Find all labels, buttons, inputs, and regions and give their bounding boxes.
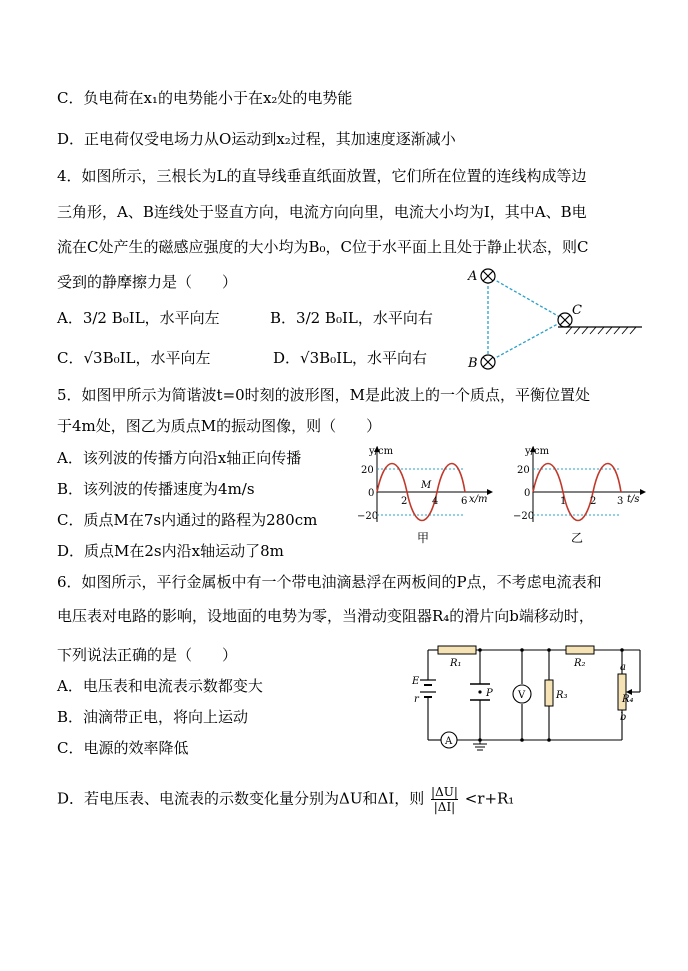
q6-option-d-suffix: <r+R₁ — [464, 789, 515, 808]
vibration-graph-yi — [505, 444, 655, 546]
svg-text:3: 3 — [617, 496, 624, 507]
svg-text:E: E — [412, 676, 420, 687]
q4-stem-line2: 三角形，A、B连线处于竖直方向，电流方向向里，电流大小均为I，其中A、B电 — [57, 203, 587, 221]
svg-text:−20: −20 — [357, 511, 379, 522]
svg-text:R₁: R₁ — [450, 658, 462, 669]
q5-stem-line1: 5．如图甲所示为简谐波t=0时刻的波形图，M是此波上的一个质点，平衡位置处 — [57, 386, 591, 404]
svg-text:甲: 甲 — [417, 531, 430, 545]
q4-option-b: B．3/2 B₀IL，水平向右 — [270, 309, 433, 327]
battery-icon — [420, 680, 436, 697]
wire-b-icon — [481, 355, 495, 369]
q6-option-d — [57, 785, 514, 814]
q6-option-a: A．电压表和电流表示数都变大 — [57, 677, 263, 695]
svg-text:V: V — [518, 690, 526, 701]
svg-text:P: P — [486, 688, 493, 699]
q6-option-c: C．电源的效率降低 — [57, 739, 189, 757]
label-b: B — [468, 356, 478, 371]
q6-option-d-fraction: $\frac{|\Delta U|}{|\Delta I|}$ — [431, 785, 458, 814]
svg-text:r: r — [414, 694, 419, 705]
svg-text:M: M — [421, 480, 432, 491]
label-a: A — [468, 269, 478, 284]
q6-stem-line3: 下列说法正确的是（ ） — [57, 646, 238, 664]
q6-option-d-prefix: D．若电压表、电流表的示数变化量分别为ΔU和ΔI，则 — [57, 789, 425, 808]
wire-c-icon — [558, 313, 572, 327]
svg-text:20: 20 — [361, 465, 374, 476]
q4-option-a: A．3/2 B₀IL，水平向左 — [57, 309, 220, 327]
svg-text:y/cm: y/cm — [369, 446, 394, 457]
q6-stem-line2: 电压表对电路的影响，设地面的电势为零，当滑动变阻器R₄的滑片向b端移动时， — [57, 607, 594, 625]
q6-circuit-diagram — [408, 640, 648, 752]
svg-text:R₃: R₃ — [556, 690, 568, 701]
q3-option-d: D．正电荷仅受电场力从O运动到x₂过程，其加速度逐渐减小 — [57, 130, 456, 148]
svg-text:b: b — [620, 712, 627, 723]
wire-a-icon — [481, 269, 495, 283]
q6-stem-line1: 6．如图所示，平行金属板中有一个带电油滴悬浮在两板间的P点，不考虑电流表和 — [57, 573, 602, 591]
svg-text:y/cm: y/cm — [525, 446, 550, 457]
q4-stem-line4: 受到的静摩擦力是（ ） — [57, 273, 238, 291]
r2-resistor-icon — [566, 646, 594, 654]
svg-text:0: 0 — [524, 488, 531, 499]
svg-text:2: 2 — [401, 496, 408, 507]
svg-text:a: a — [620, 662, 626, 673]
q4-stem-line3: 流在C处产生的磁感应强度的大小均为B₀，C位于水平面上且处于静止状态，则C — [57, 238, 589, 256]
r3-resistor-icon — [545, 680, 553, 706]
svg-text:−20: −20 — [513, 511, 535, 522]
svg-text:2: 2 — [590, 496, 597, 507]
svg-text:R₂: R₂ — [574, 658, 586, 669]
svg-text:t/s: t/s — [627, 494, 640, 505]
svg-text:6: 6 — [461, 496, 468, 507]
q4-option-d: D．√3B₀IL，水平向右 — [273, 349, 428, 367]
r1-resistor-icon — [438, 646, 476, 654]
svg-text:乙: 乙 — [571, 531, 584, 545]
q5-stem-line2: 于4m处，图乙为质点M的振动图像，则（ ） — [57, 417, 382, 435]
svg-text:20: 20 — [517, 465, 530, 476]
label-c: C — [572, 303, 582, 318]
wave-graph-jia — [355, 444, 495, 546]
q4-option-c: C．√3B₀IL，水平向左 — [57, 349, 211, 367]
q3-option-c: C．负电荷在x₁的电势能小于在x₂处的电势能 — [57, 89, 353, 107]
q5-option-d: D．质点M在2s内沿x轴运动了8m — [57, 542, 284, 560]
q4-stem-line1: 4．如图所示，三根长为L的直导线垂直纸面放置，它们所在位置的连线构成等边 — [57, 167, 587, 185]
svg-text:0: 0 — [368, 488, 375, 499]
q5-option-b: B．该列波的传播速度为4m/s — [57, 480, 255, 498]
svg-text:A: A — [445, 736, 453, 747]
q5-option-a: A．该列波的传播方向沿x轴正向传播 — [57, 449, 302, 467]
q4-triangle-figure — [462, 262, 652, 374]
svg-text:x/m: x/m — [469, 494, 488, 505]
svg-text:R₄: R₄ — [622, 694, 634, 705]
q6-option-b: B．油滴带正电，将向上运动 — [57, 708, 249, 726]
svg-text:1: 1 — [560, 496, 567, 507]
svg-text:4: 4 — [432, 496, 439, 507]
q5-option-c: C．质点M在7s内通过的路程为280cm — [57, 511, 318, 529]
